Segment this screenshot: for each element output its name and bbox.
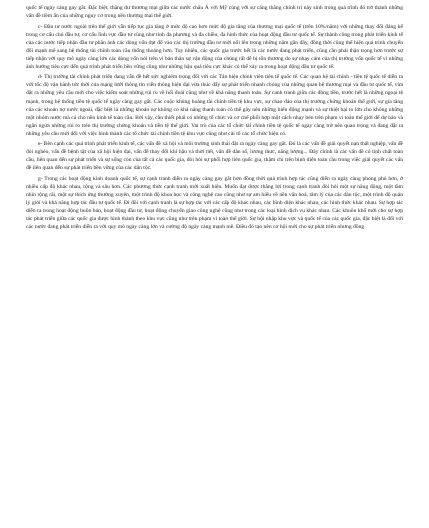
paragraph-d-financial-markets: d- Thị trường tài chính phát triển đang vẫn đề hết sức nghiêm trọng đối với các Tân hiệu chính viên tiên tế quốc tế. Các quan hệ tài chính - tiền tệ quốc tế diễn ra với tốc độ vận hành tức thời của mạng lưới thông tin viễn thông hiện đại vừa thúc đẩy sự phát triển nhanh chóng của những quan hệ thương mại và đầu tư quốc tế, vừa đặt ra những yêu cầu mới cho việc kiểm soát những rủi ro về hối đoái cũng như về khả năng thanh toán. Sự canh tranh giữa các đồng tiền, trước hết là những ngoại tệ mạnh, trong hệ thống tiền tệ quốc tế ngày càng gay gắt. Các cuộc khủng hoảng tài chính tiền tệ khu vực, sự chao đảo của thị trường chứng khoán thế giới, sự gia tăng của các khoản nợ nước ngoài, đặc biệt là những khoản nợ không có khả năng thanh toán có thể gây nên những biến động mạnh và sự thiệt hại to lớn cho không những một nhóm nước mà cả cho nền kinh tế toàn cầu. Bởi vậy, cần thiết phải có những tổ chức và cơ chế phối hợp một cách nhạy bén trên phạm vi toàn thế giới để dự báo và ngăn ngừa những rủi ro trên thị trường chứng khoán và tiền tệ thế giới. Vai trò của các tổ chức tài chính tiền tệ quốc tế ngày càng trở nên quan trọng và đang đặt ra những yêu cầu mới đối với việc hình thành các tổ chức tài chính tiền tệ khu vực cũng như cải tổ các tổ chức hiện có. (26, 74, 403, 137)
paragraph-g-competition-cooperation: g- Trong các hoạt động kinh doanh quốc tế, sự cạnh tranh diễn ra ngày càng gay gắt hơn đồng thời quá trình hợp tác cũng diễn ra ngày càng phong phú hơn, ở nhiều cấp độ khác nhau, rộng và sâu hơn. Các phương thức cạnh tranh mới xuất hiện. Muốn đạt được thắng lợi trong cạnh tranh đòi hỏi một sự năng động, một tầm nhìn rộng rãi, một sự thích ứng thường xuyên, một trình độ khoa học và công nghệ cao cũng như sự am hiểu về nền văn hoá, tâm lý của các dân tộc, một trình độ quản lý giỏi và khả năng hợp tác đầu tư quốc tế. Đi đôi với cạnh tranh là sự hợp tác với các cấp độ khác nhau, các bình diện khác nhau, các hình thức khác nhau. Sự hợp tác diễn ra trong hoạt động buôn bán, hoạt động đầu tư, hoạt động chuyển giao công nghệ cũng như trong các loại hình dịch vụ khác nhau. Các khuôn khổ mới cho sự hợp tác phát triển giữa các quốc gia được hình thành theo khu vực cũng như trên phạm vi toàn thế giới. Sự hội nhập khu vực và quốc tế của các quốc gia, đặc biệt là đối với các nước đang phát triển diễn ra với quy mô ngày càng lớn và cường độ ngày càng mạnh mẽ. Điều đó tạo nên cơ hội mới cho sự phát triển nhưng đồng (26, 175, 403, 231)
paragraph-intro-trade-tension: quốc tế ngày càng gay gắt. Đặc biệt, thặng dư thương mại giữa các nước châu Á với Mỹ cùng với sự căng thẳng chính trị này sinh trong quá trình đó trở thành những vấn đề tiềm ẩn của những nguy cơ trong nền thương mại thế giới. (26, 5, 403, 20)
paragraph-e-social-environment: e- Bên cạnh các quá trình phát triển kinh tế, các vấn đề xã hội và môi trường sinh thái đặt ra ngày càng gay gắt. Đó là các vấn đề giải quyết nạn thất nghiệp, vấn đề đói nghèo, vấn đề bệnh tật của xã hội hiện đại, vấn đề thay đổi khí hậu và thời tiết, vấn đề dân số, lương thực, năng lượng... Đây chính là các vấn đề có tính chất toàn cầu, liên quan đến sự phát triển và sự sống còn của tất cả các quốc gia, đòi hỏi sự phối hợp liên quốc gia, thậm chí trên bình diện toàn cầu trong việc giải quyết các vấn đề liên quan đến sự phát triển bền vững của các dân tộc. (26, 141, 403, 172)
document-page (26, 4, 403, 234)
paragraph-c-foreign-investment: c- Đầu tư nước ngoài trên thế giới vẫn tiếp tục gia tăng ở mức độ cao hơn mức độ gia tăng của thương mại quốc tế (trên 10%/năm) với những thay đổi đáng kể trong cơ cấu chủ đầu tư, cơ cấu lĩnh vực đầu tư cũng như tính đa phương và đa chiều, đa hình thức của hoạt động đầu tư quốc tế. Sự thành công trong phát triển kinh tế của các nước tiếp nhận đầu tư phần ảnh các dòng vốn ởạt đổ vào các thị trường đầu tư mới nổi lên trong những năm gần đây, đồng thời cũng thể hiện quá trình chuyển đổi mạnh mẽ sang hệ thống tài chính toàn cầu thống thoáng hơn. Tuy nhiên, các quốc gia trước hết là các nước đang phát triển, cũng cần phải thận trọng hơn trước sự tiếp nhận với quy mô ngày càng lớn các dòng vốn nói trên vì bản thân sự vận động của chúng rất dễ bị tổn thương do sự nhạy cảm của thị trường vốn quốc tế vì những ảnh hưởng tiêu cực đến quá trình phát triển bền vững cũng như những hậu quả tiêu cực khác có thể xảy ra trong hoạt động đầu tư quốc tế. (26, 23, 403, 70)
